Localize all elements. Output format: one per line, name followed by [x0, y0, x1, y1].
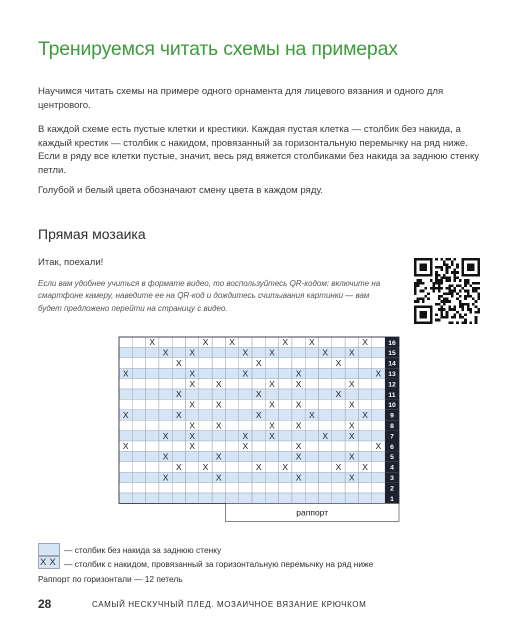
chart-cross: X — [122, 368, 129, 379]
chart-cross: X — [189, 441, 195, 452]
chart-cross: X — [215, 472, 222, 483]
chart-cross: X — [362, 462, 368, 472]
chart-cross: X — [189, 399, 195, 410]
chart-cross: X — [295, 420, 302, 431]
chart-cross: X — [348, 451, 355, 462]
chart-cross: X — [348, 472, 355, 483]
chart-cross: X — [176, 462, 182, 472]
legend-cross-symbol: XX — [40, 557, 59, 568]
chart-cross: X — [176, 358, 182, 368]
chart-cross: X — [162, 472, 169, 483]
chart-cross: X — [348, 430, 355, 441]
row-number-label: 7 — [390, 433, 394, 441]
row-number-label: 1 — [390, 495, 394, 503]
chart-cross: X — [255, 389, 262, 400]
chart-cross: X — [255, 410, 262, 420]
chart-cross: X — [295, 472, 302, 483]
chart-cross: X — [162, 347, 169, 358]
chart-cross: X — [282, 337, 289, 348]
row-number-label: 10 — [388, 402, 396, 410]
chart-cross: X — [255, 358, 262, 368]
video-note: Если вам удобнее учиться в формате видео, то воспользуйтесь QR-кодом: включите на смартфоне камеру, наведите ее на QR-код и дождитесь считывания картинки — вам будет предложено перейти на страницу с видео. — [38, 279, 381, 313]
chart-cross: X — [295, 451, 302, 462]
section-title: Прямая мозаика — [38, 226, 146, 242]
row-number-label: 9 — [390, 412, 394, 420]
chart-cross: X — [215, 451, 222, 462]
chart-cross: X — [348, 420, 355, 431]
chart-cross: X — [322, 347, 328, 358]
chart-cross: X — [229, 337, 235, 348]
chart-cross: X — [309, 337, 315, 348]
chart-cross: X — [269, 378, 275, 389]
chart-cross: X — [348, 347, 355, 358]
chart-cross: X — [335, 389, 342, 400]
row-number-label: 11 — [388, 391, 396, 399]
page-number: 28 — [38, 597, 52, 611]
chart-cross: X — [215, 399, 222, 410]
row-number-label: 4 — [390, 464, 394, 472]
rapport-label: раппорт — [296, 507, 329, 518]
chart-cross: X — [189, 378, 195, 389]
chart-cross: X — [295, 368, 302, 379]
chart-cross: X — [362, 337, 368, 348]
legend-cross-label: — столбик с накидом, провязанный за горизонтальную перемычку на ряд ниже — [64, 559, 374, 569]
paragraph-intro: Научимся читать схемы на примере одного орнамента для лицевого вязания и одного для центрового. — [38, 86, 444, 111]
chart-cross: X — [242, 347, 249, 358]
chart-cross: X — [176, 410, 182, 420]
book-title: САМЫЙ НЕСКУЧНЫЙ ПЛЕД. МОЗАИЧНОЕ ВЯЗАНИЕ КРЮЧКОМ — [92, 600, 367, 609]
chart-cross: X — [189, 430, 195, 441]
paragraph-colors: Голубой и белый цвета обозначают смену цвета в каждом ряду. — [38, 185, 323, 196]
chart-cross: X — [269, 430, 275, 441]
chart-cross: X — [215, 378, 222, 389]
page-title: Тренируемся читать схемы на примерах — [38, 38, 398, 60]
chart-cross: X — [348, 378, 355, 389]
chart-cross: X — [335, 462, 342, 472]
row-number-label: 3 — [390, 475, 394, 482]
chart-cross: X — [215, 420, 222, 431]
row-number-label: 14 — [388, 360, 396, 368]
chart-cross: X — [335, 358, 342, 368]
row-number-label: 15 — [388, 350, 396, 358]
legend-rapport-text: Раппорт по горизонтали — 12 петель — [38, 574, 183, 584]
chart-cross: X — [295, 378, 302, 389]
chart-cross: X — [375, 441, 382, 452]
chart-cross: X — [202, 462, 209, 472]
row-number-label: 12 — [388, 381, 396, 389]
chart-cross: X — [322, 430, 328, 441]
legend-empty-label: — столбик без накида за заднюю стенку — [64, 545, 222, 555]
chart-cross: X — [295, 399, 302, 410]
chart-cross: X — [269, 420, 275, 431]
chart-cross: X — [375, 368, 382, 379]
chart-cross: X — [176, 389, 182, 400]
chart-cross: X — [189, 420, 195, 431]
row-number-label: 16 — [388, 339, 396, 347]
chart-cross: X — [122, 410, 129, 420]
chart-cross: X — [269, 347, 275, 358]
chart-cross: X — [162, 430, 169, 441]
chart-cross: X — [255, 462, 262, 472]
chart-cross: X — [295, 441, 302, 452]
row-number-label: 2 — [390, 485, 394, 493]
chart-cross: X — [309, 410, 315, 420]
chart-cross: X — [162, 451, 169, 462]
chart-cross: X — [189, 368, 195, 379]
chart-cross: X — [189, 347, 195, 358]
chart-cross: X — [242, 430, 249, 441]
chart-cross: X — [242, 441, 249, 452]
row-number-label: 6 — [390, 443, 394, 451]
row-number-label: 13 — [388, 371, 396, 378]
legend-empty-swatch — [38, 543, 60, 556]
chart-cross: X — [122, 441, 129, 452]
intro-text: Итак, поехали! — [38, 257, 104, 268]
chart-cross: X — [202, 337, 209, 348]
chart-cross: X — [362, 410, 368, 420]
paragraph-symbols: В каждой схеме есть пустые клетки и крестики. Каждая пустая клетка — столбик без накида, а каждый крестик — столбик с накидом, провязанный за горизонтальную перемычку на ряд ниже. Если в ряду все клетки пустые, значит, весь ряд вяжется столбиками без накида за заднюю стенку петли. — [38, 124, 480, 176]
chart-cross: X — [149, 337, 156, 348]
chart-cross: X — [282, 462, 289, 472]
chart-cross: X — [348, 399, 355, 410]
chart-cross: X — [269, 399, 275, 410]
row-number-label: 8 — [390, 423, 394, 430]
row-number-label: 5 — [390, 454, 394, 462]
chart-cross: X — [242, 368, 249, 379]
